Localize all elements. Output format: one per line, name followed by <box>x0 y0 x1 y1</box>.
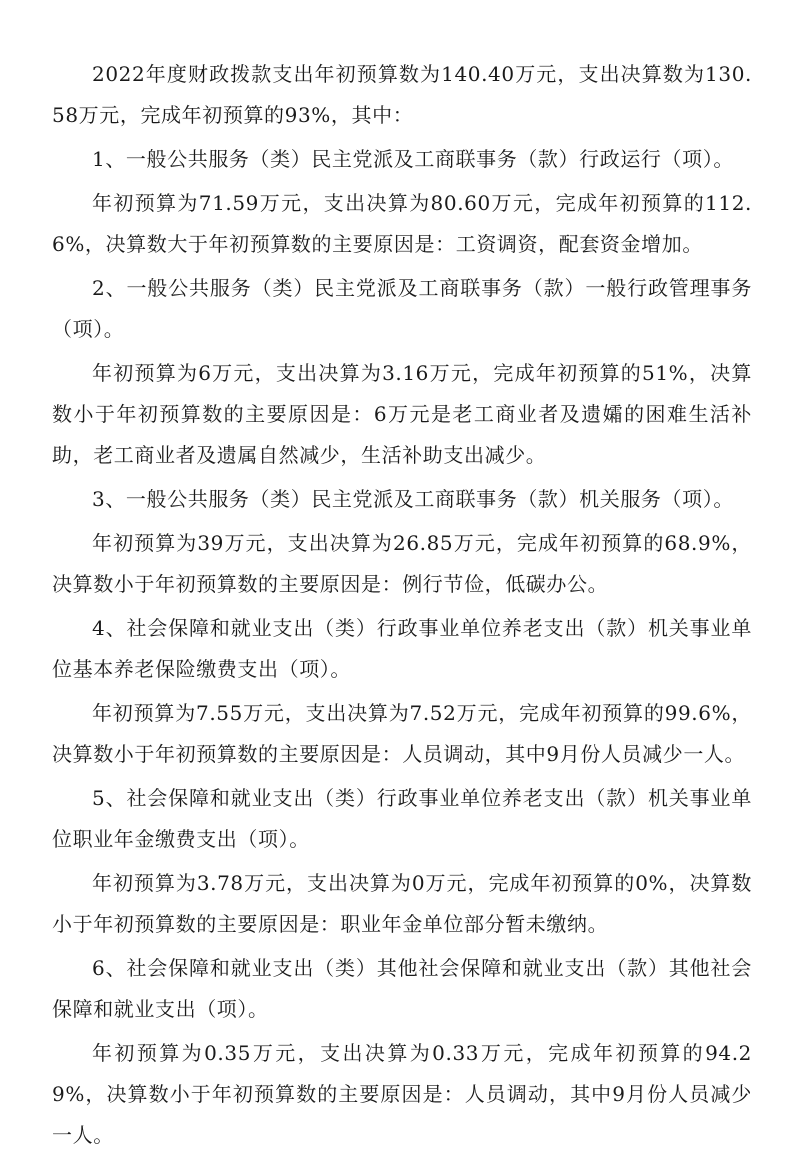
summary-paragraph: 2022年度财政拨款支出年初预算数为140.40万元，支出决算数为130.58万元，完成年初预算的93%，其中： <box>52 62 752 127</box>
item-1-heading: 1、一般公共服务（类）民主党派及工商联事务（款）行政运行（项）。 <box>92 147 734 171</box>
item-6-heading: 6、社会保障和就业支出（类）其他社会保障和就业支出（款）其他社会保障和就业支出（项）。 <box>52 956 752 1021</box>
item-5-heading: 5、社会保障和就业支出（类）行政事业单位养老支出（款）机关事业单位职业年金缴费支出（项）。 <box>52 786 752 851</box>
item-1-detail: 年初预算为71.59万元，支出决算为80.60万元，完成年初预算的112.6%，决算数大于年初预算数的主要原因是：工资调资，配套资金增加。 <box>52 191 752 256</box>
item-5-detail: 年初预算为3.78万元，支出决算为0万元，完成年初预算的0%，决算数小于年初预算数的主要原因是：职业年金单位部分暂未缴纳。 <box>52 871 752 936</box>
item-4-detail: 年初预算为7.55万元，支出决算为7.52万元，完成年初预算的99.6%，决算数小于年初预算数的主要原因是：人员调动，其中9月份人员减少一人。 <box>52 701 752 766</box>
item-2-detail: 年初预算为6万元，支出决算为3.16万元，完成年初预算的51%，决算数小于年初预算数的主要原因是：6万元是老工商业者及遗孀的困难生活补助，老工商业者及遗属自然减少，生活补助支出减少。 <box>52 361 752 467</box>
item-4-heading: 4、社会保障和就业支出（类）行政事业单位养老支出（款）机关事业单位基本养老保险缴费支出（项）。 <box>52 616 752 681</box>
item-6-detail: 年初预算为0.35万元，支出决算为0.33万元，完成年初预算的94.29%，决算数小于年初预算数的主要原因是：人员调动，其中9月份人员减少一人。 <box>52 1041 752 1147</box>
item-3-heading: 3、一般公共服务（类）民主党派及工商联事务（款）机关服务（项）。 <box>92 487 734 511</box>
item-3-detail: 年初预算为39万元，支出决算为26.85万元，完成年初预算的68.9%，决算数小于年初预算数的主要原因是：例行节俭，低碳办公。 <box>52 531 752 596</box>
document-page <box>52 54 752 1159</box>
item-2-heading: 2、一般公共服务（类）民主党派及工商联事务（款）一般行政管理事务（项）。 <box>52 276 752 341</box>
